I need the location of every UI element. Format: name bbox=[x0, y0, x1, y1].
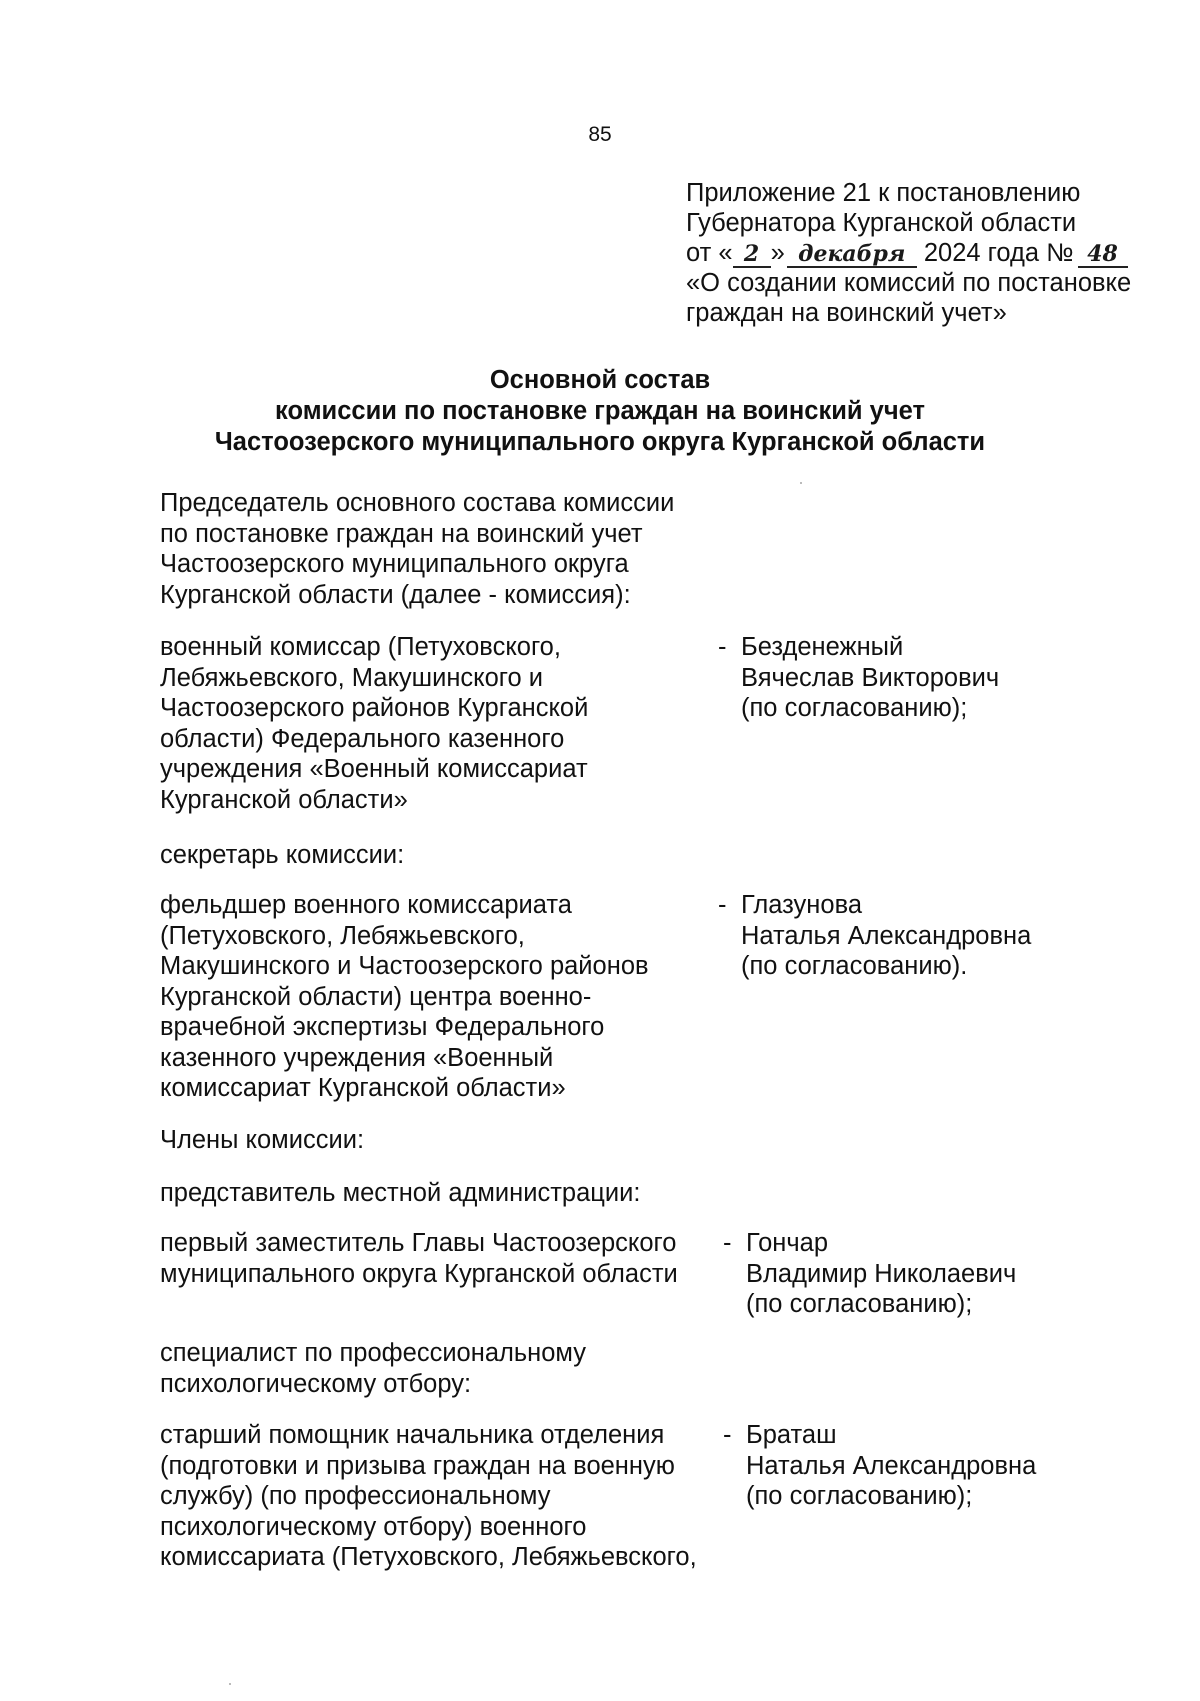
secretary-name bbox=[718, 890, 1031, 982]
secretary-heading: секретарь комиссии: bbox=[160, 841, 405, 869]
agreement-note: (по согласованию); bbox=[746, 1482, 973, 1510]
text-line: Макушинского и Частоозерского районов bbox=[160, 952, 649, 980]
text-line: области) Федерального казенного bbox=[160, 724, 565, 753]
title-line-2: комиссии по постановке граждан на воинский учет bbox=[275, 397, 925, 425]
title-line-1: Основной состав bbox=[489, 366, 711, 394]
chairman-position bbox=[160, 632, 720, 815]
text-line: комиссариат Курганской области» bbox=[160, 1074, 566, 1102]
agreement-note: (по согласованию); bbox=[746, 1290, 973, 1318]
text-line: комиссариата (Петуховского, Лебяжьевского, bbox=[160, 1543, 697, 1571]
handwritten-month: декабря bbox=[787, 242, 917, 268]
surname: Глазунова bbox=[741, 891, 863, 919]
appendix-line-2: Губернатора Курганской области bbox=[686, 209, 1077, 237]
handwritten-doc-number: 48 bbox=[1078, 242, 1128, 268]
document-title bbox=[0, 365, 1200, 458]
psych-name bbox=[723, 1420, 1036, 1512]
dash: - bbox=[723, 1421, 732, 1449]
text-line: Председатель основного состава комиссии bbox=[160, 489, 675, 517]
handwritten-day: 2 bbox=[733, 242, 771, 268]
date-prefix: от « bbox=[686, 239, 733, 267]
text-line: муниципального округа Курганской области bbox=[160, 1259, 678, 1288]
dash: - bbox=[718, 633, 727, 661]
secretary-position bbox=[160, 890, 720, 1104]
given-names: Наталья Александровна bbox=[741, 921, 1032, 950]
appendix-line-1: Приложение 21 к постановлению bbox=[686, 179, 1081, 207]
members-heading: Члены комиссии: bbox=[160, 1126, 365, 1154]
page-number: 85 bbox=[588, 123, 612, 146]
surname: Браташ bbox=[746, 1421, 837, 1449]
surname: Гончар bbox=[746, 1229, 829, 1257]
text-line: Лебяжьевского, Макушинского и bbox=[160, 663, 544, 692]
agreement-note: (по согласованию); bbox=[741, 694, 968, 722]
text-line: Курганской области» bbox=[160, 785, 408, 814]
name-line bbox=[718, 890, 1031, 921]
dash: - bbox=[718, 891, 727, 919]
local-admin-name bbox=[723, 1228, 1016, 1320]
name-line bbox=[723, 1228, 1016, 1259]
name-line bbox=[718, 632, 999, 663]
psych-position bbox=[160, 1420, 720, 1573]
appendix-line-5: граждан на воинский учет» bbox=[686, 299, 1007, 327]
text-line: Частоозерского муниципального округа bbox=[160, 550, 629, 578]
dash: - bbox=[723, 1229, 732, 1257]
chairman-heading bbox=[160, 488, 720, 610]
given-names: Вячеслав Викторович bbox=[741, 663, 1000, 692]
given-names: Наталья Александровна bbox=[746, 1451, 1037, 1480]
text-line: (Петуховского, Лебяжьевского, bbox=[160, 921, 525, 950]
text-line: Частоозерского районов Курганской bbox=[160, 694, 589, 722]
text-line: казенного учреждения «Военный bbox=[160, 1043, 554, 1072]
agreement-note: (по согласованию). bbox=[741, 952, 968, 980]
text-line: старший помощник начальника отделения bbox=[160, 1421, 665, 1449]
text-line: специалист по профессиональному bbox=[160, 1339, 587, 1367]
local-admin-position bbox=[160, 1228, 720, 1289]
date-mid: » bbox=[770, 239, 785, 267]
text-line: врачебной экспертизы Федерального bbox=[160, 1013, 605, 1041]
surname: Безденежный bbox=[741, 633, 904, 661]
psych-heading bbox=[160, 1338, 720, 1399]
appendix-line-4: «О создании комиссий по постановке bbox=[686, 269, 1132, 297]
given-names: Владимир Николаевич bbox=[746, 1259, 1017, 1288]
name-line bbox=[723, 1420, 1036, 1451]
text-line: Курганской области) центра военно- bbox=[160, 982, 592, 1011]
chairman-name bbox=[718, 632, 999, 724]
appendix-date-line bbox=[686, 238, 1131, 268]
appendix-header bbox=[686, 178, 1131, 328]
text-line: психологическому отбору: bbox=[160, 1369, 472, 1398]
local-admin-heading: представитель местной администрации: bbox=[160, 1179, 641, 1207]
text-line: учреждения «Военный комиссариат bbox=[160, 755, 588, 783]
text-line: военный комиссар (Петуховского, bbox=[160, 633, 561, 661]
text-line: службу) (по профессиональному bbox=[160, 1482, 551, 1510]
text-line: Курганской области (далее - комиссия): bbox=[160, 580, 631, 609]
date-year-text: 2024 года № bbox=[923, 239, 1074, 267]
title-line-3: Частоозерского муниципального округа Курганской области bbox=[214, 428, 986, 456]
text-line: по постановке граждан на воинский учет bbox=[160, 519, 643, 548]
text-line: (подготовки и призыва граждан на военную bbox=[160, 1451, 675, 1480]
scan-speck bbox=[800, 482, 802, 484]
text-line: фельдшер военного комиссариата bbox=[160, 891, 572, 919]
scan-speck bbox=[229, 1683, 231, 1685]
text-line: первый заместитель Главы Частоозерского bbox=[160, 1229, 677, 1257]
text-line: психологическому отбору) военного bbox=[160, 1512, 587, 1541]
